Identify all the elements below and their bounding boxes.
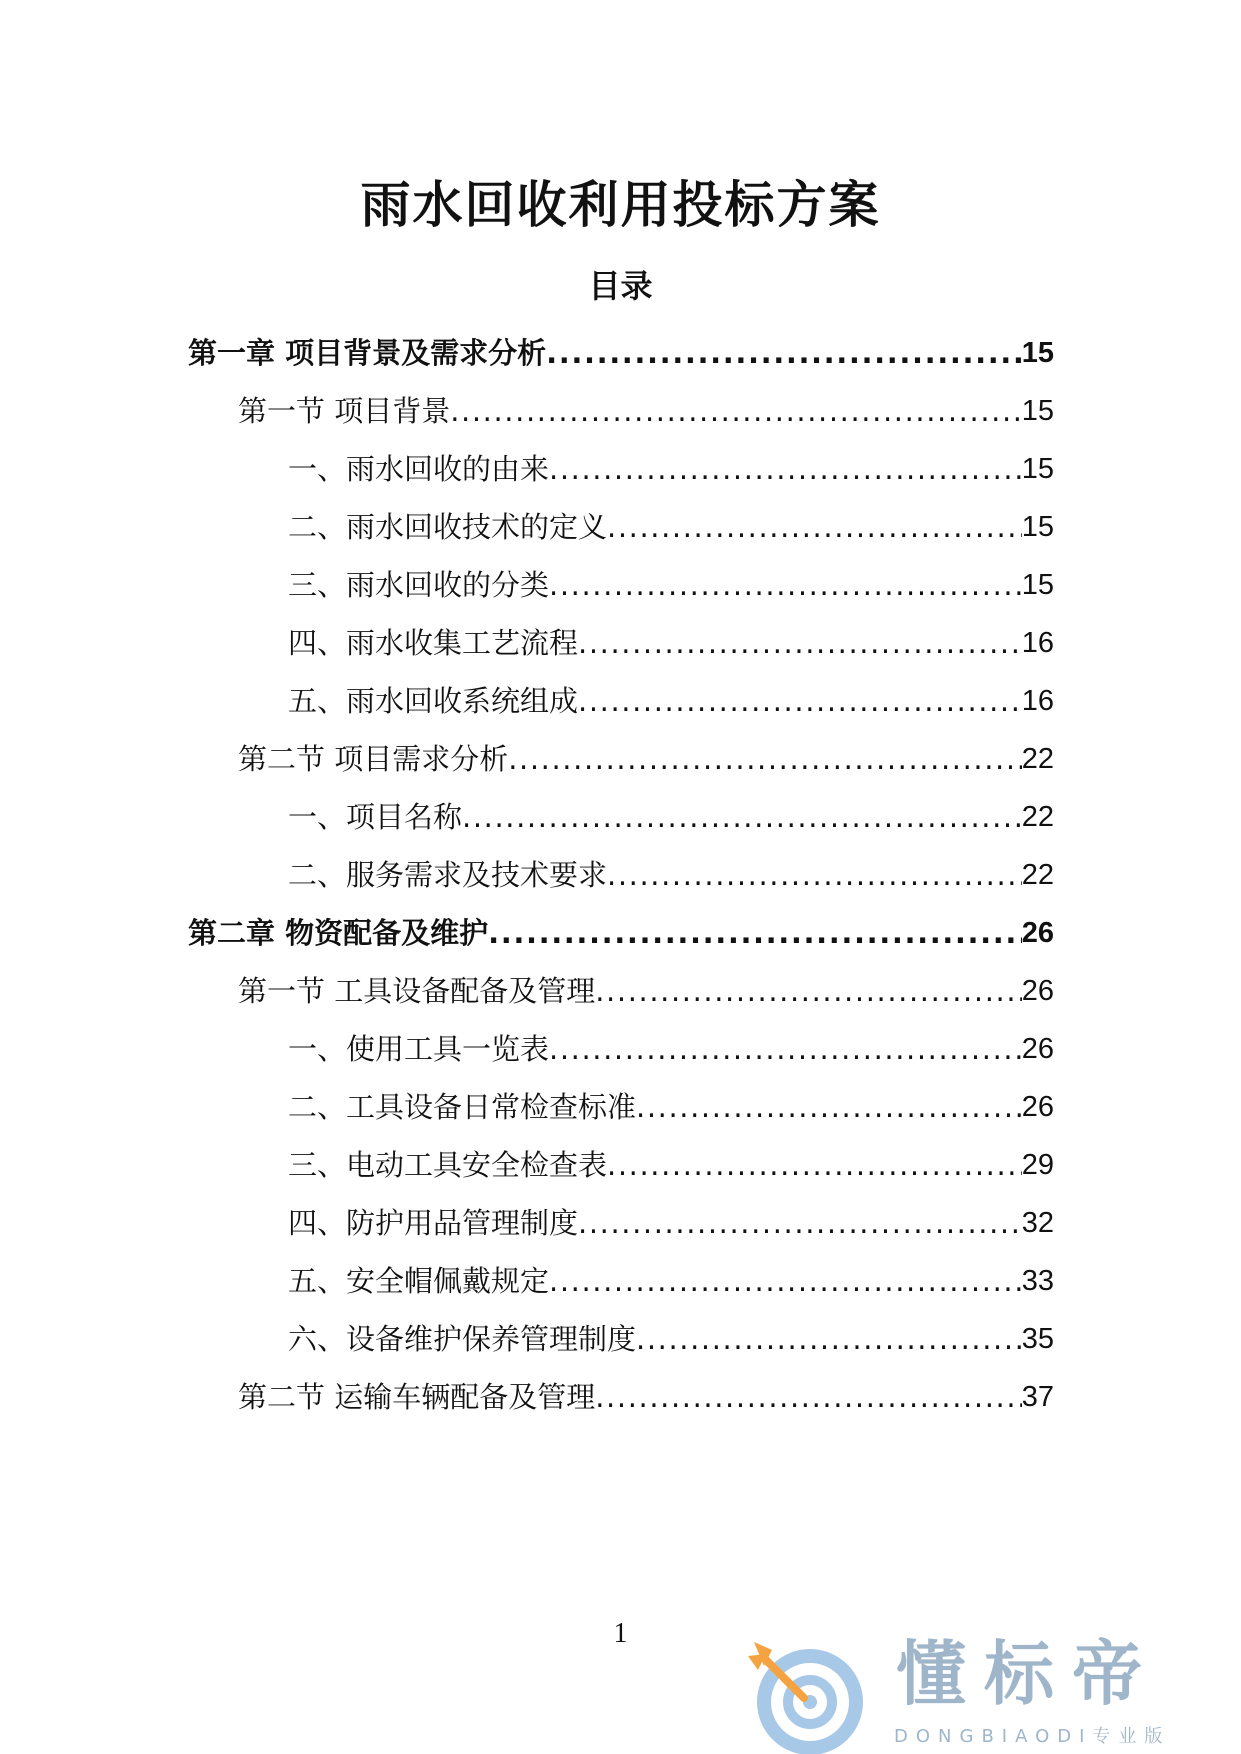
toc-entry-page: 26 xyxy=(1021,917,1054,949)
toc-entry-subsection[interactable] xyxy=(288,1084,1054,1130)
toc-dot-leader xyxy=(549,562,1022,608)
toc-entry-section[interactable] xyxy=(238,968,1054,1014)
toc-entry-title: 二、工具设备日常检查标准 xyxy=(288,1090,637,1124)
toc-dot-leader xyxy=(488,910,1022,956)
toc-entry-title: 五、雨水回收系统组成 xyxy=(288,684,579,718)
toc-entry-page: 16 xyxy=(1021,627,1054,659)
toc-dot-leader xyxy=(578,620,1022,666)
toc-dot-leader xyxy=(578,1200,1022,1246)
toc-entry-title: 三、雨水回收的分类 xyxy=(288,568,550,602)
toc-dot-leader xyxy=(578,678,1022,724)
watermark xyxy=(744,1630,1234,1754)
toc-dot-leader xyxy=(546,330,1022,376)
toc-dot-leader xyxy=(636,1316,1022,1362)
toc-entry-page: 15 xyxy=(1021,511,1054,543)
toc-dot-leader xyxy=(549,446,1022,492)
toc-dot-leader xyxy=(607,852,1022,898)
toc-entry-subsection[interactable] xyxy=(288,678,1054,724)
toc-entry-page: 15 xyxy=(1021,569,1054,601)
toc-entry-section[interactable] xyxy=(238,736,1054,782)
toc-entry-page: 26 xyxy=(1021,975,1054,1007)
toc-entry-page: 26 xyxy=(1021,1033,1054,1065)
toc-dot-leader xyxy=(595,968,1022,1014)
toc-entry-page: 26 xyxy=(1021,1091,1054,1123)
toc-dot-leader xyxy=(549,1026,1022,1072)
toc-entry-subsection[interactable] xyxy=(288,1142,1054,1188)
toc-entry-title: 一、雨水回收的由来 xyxy=(288,452,550,486)
toc-entry-title: 二、服务需求及技术要求 xyxy=(288,858,608,892)
toc-entry-page: 29 xyxy=(1021,1149,1054,1181)
toc-entry-page: 15 xyxy=(1021,337,1054,369)
toc-entry-title: 六、设备维护保养管理制度 xyxy=(288,1322,637,1356)
toc-dot-leader xyxy=(450,388,1022,434)
toc-entry-title: 第一节 项目背景 xyxy=(238,394,451,428)
toc-heading: 目录 xyxy=(588,267,653,305)
toc-entry-subsection[interactable] xyxy=(288,446,1054,492)
toc-entry-title: 四、雨水收集工艺流程 xyxy=(288,626,579,660)
toc-entry-page: 15 xyxy=(1021,395,1054,427)
toc-entry-title: 一、项目名称 xyxy=(288,800,463,834)
toc-entry-subsection[interactable] xyxy=(288,1258,1054,1304)
toc-entry-subsection[interactable] xyxy=(288,1026,1054,1072)
toc-entry-page: 35 xyxy=(1021,1323,1054,1355)
toc-dot-leader xyxy=(607,504,1022,550)
toc-entry-page: 16 xyxy=(1021,685,1054,717)
toc-entry-section[interactable] xyxy=(238,388,1054,434)
toc-entry-subsection[interactable] xyxy=(288,1200,1054,1246)
toc-entry-subsection[interactable] xyxy=(288,620,1054,666)
toc-entry-title: 四、防护用品管理制度 xyxy=(288,1206,579,1240)
target-arrow-icon xyxy=(744,1630,874,1754)
toc-entry-page: 33 xyxy=(1021,1265,1054,1297)
toc-entry-page: 22 xyxy=(1021,801,1054,833)
toc-dot-leader xyxy=(549,1258,1022,1304)
toc-entry-subsection[interactable] xyxy=(288,852,1054,898)
page-number: 1 xyxy=(613,1618,628,1649)
toc-entry-page: 15 xyxy=(1021,453,1054,485)
toc-entry-title: 第二节 运输车辆配备及管理 xyxy=(238,1380,596,1414)
watermark-subtitle: DONGBIAODI专业版 xyxy=(894,1726,1171,1747)
document-title: 雨水回收利用投标方案 xyxy=(360,176,881,234)
toc-entry-page: 32 xyxy=(1021,1207,1054,1239)
toc-entry-title: 二、雨水回收技术的定义 xyxy=(288,510,608,544)
toc-dot-leader xyxy=(462,794,1022,840)
toc-entry-page: 22 xyxy=(1021,859,1054,891)
toc-dot-leader xyxy=(607,1142,1022,1188)
toc-entry-section[interactable] xyxy=(238,1374,1054,1420)
toc-entry-subsection[interactable] xyxy=(288,504,1054,550)
toc-dot-leader xyxy=(595,1374,1022,1420)
toc-dot-leader xyxy=(508,736,1022,782)
watermark-brand: 懂标帝 xyxy=(896,1633,1160,1715)
toc-entry-subsection[interactable] xyxy=(288,562,1054,608)
toc-entry-title: 第二章 物资配备及维护 xyxy=(188,916,489,950)
toc-entry-title: 三、电动工具安全检查表 xyxy=(288,1148,608,1182)
toc-dot-leader xyxy=(636,1084,1022,1130)
toc-entry-chapter[interactable] xyxy=(188,910,1054,956)
toc-entry-page: 37 xyxy=(1021,1381,1054,1413)
toc-entry-page: 22 xyxy=(1021,743,1054,775)
toc-entry-title: 第一章 项目背景及需求分析 xyxy=(188,336,547,370)
toc-entry-subsection[interactable] xyxy=(288,794,1054,840)
toc-entry-chapter[interactable] xyxy=(188,330,1054,376)
toc-entry-title: 第一节 工具设备配备及管理 xyxy=(238,974,596,1008)
toc-entry-title: 五、安全帽佩戴规定 xyxy=(288,1264,550,1298)
toc-entry-title: 一、使用工具一览表 xyxy=(288,1032,550,1066)
toc-entry-subsection[interactable] xyxy=(288,1316,1054,1362)
toc-entry-title: 第二节 项目需求分析 xyxy=(238,742,509,776)
